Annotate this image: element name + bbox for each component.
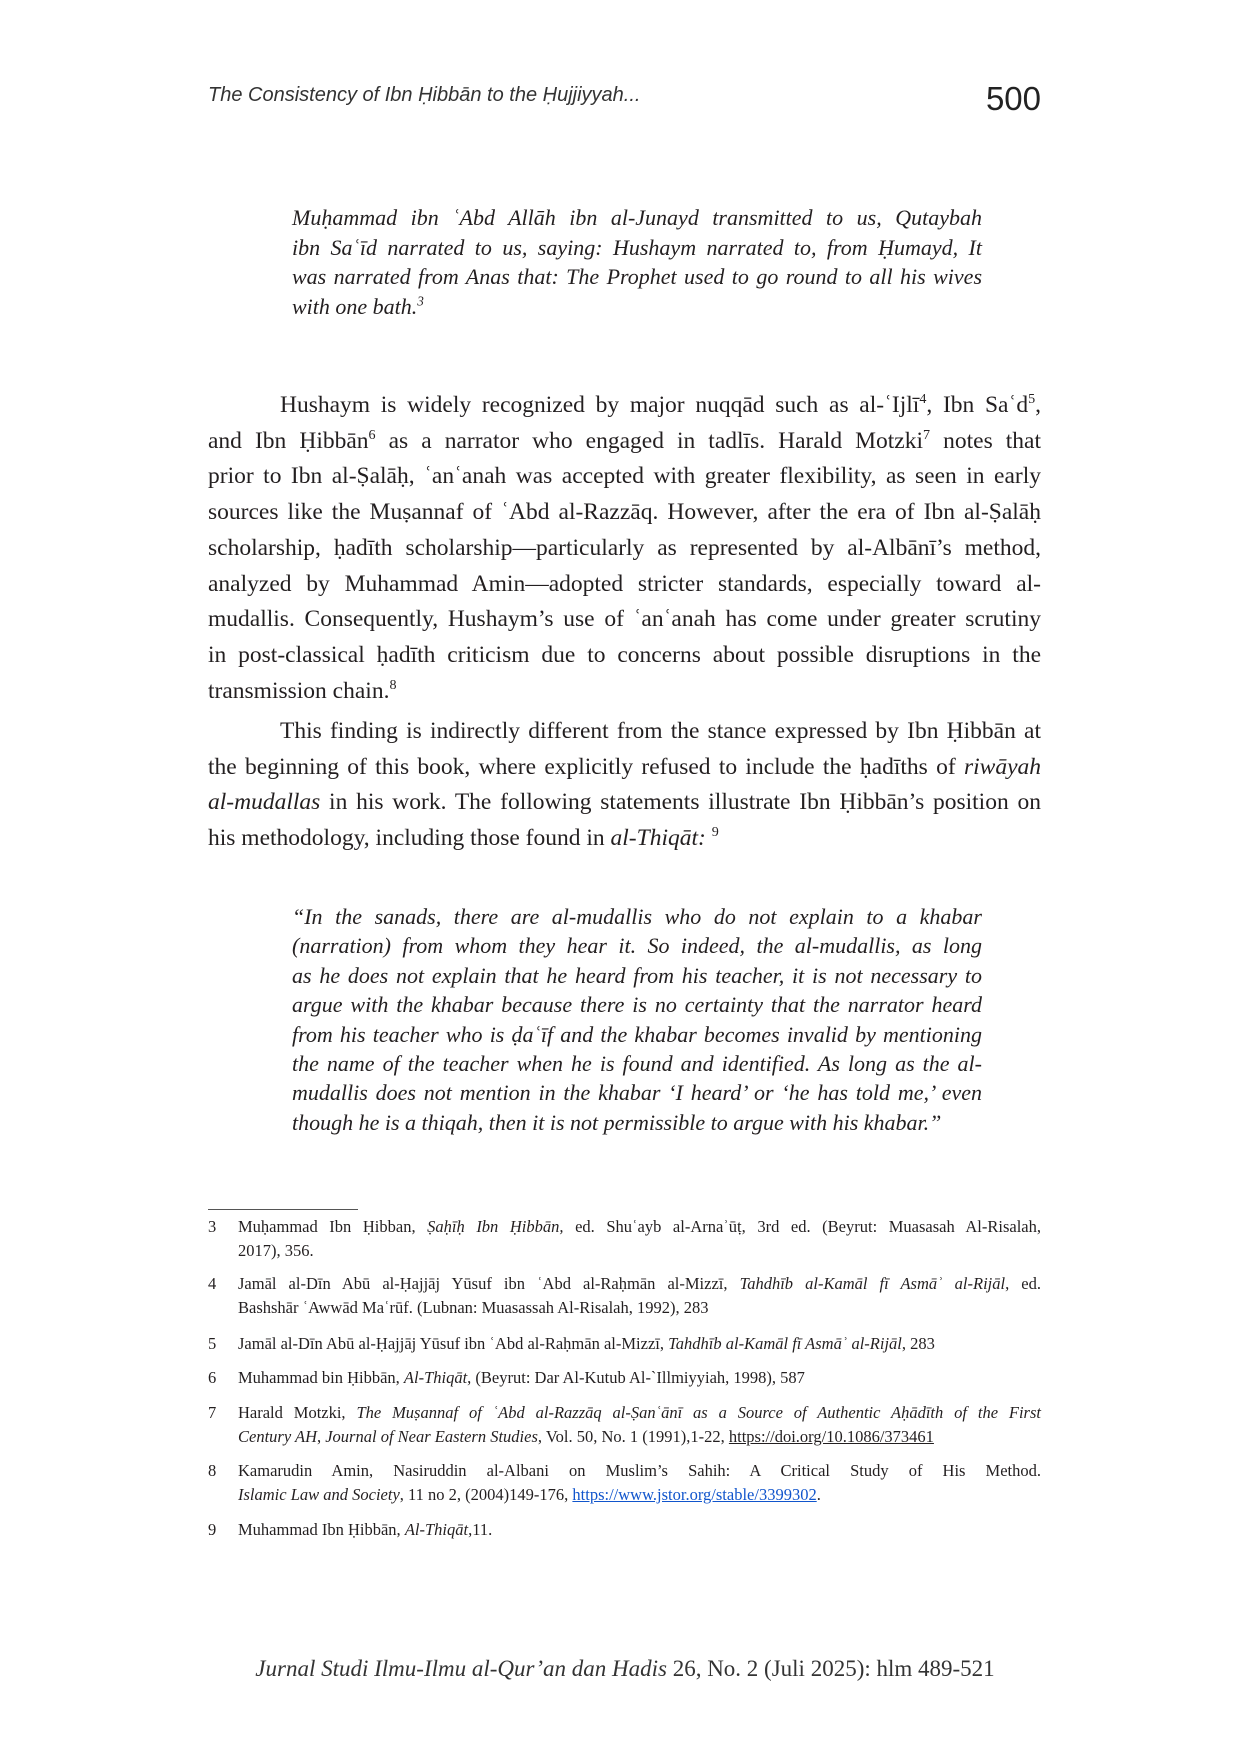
text-run: as he does not explain that he heard from his teacher, it is not necessary to	[292, 962, 982, 988]
body-paragraph-line	[280, 718, 1041, 745]
italic-text: Islamic Law and Society	[238, 1485, 400, 1504]
footnote-line	[238, 1461, 1041, 1481]
italic-text: The Muṣannaf of ʿAbd al-Razzāq al-Ṣanʿānī as a Source of Authentic Aḥādīth of the First	[356, 1403, 1041, 1422]
running-title: The Consistency of Ibn Ḥibbān to the Ḥujjiyyah...	[208, 84, 641, 106]
text-run: scholarship, ḥadīth scholarship—particularly as represented by al-Albānī’s method,	[208, 534, 1041, 561]
footnote-line	[238, 1334, 1041, 1354]
text-run: the name of the teacher when he is found and identified. As long as the al-	[292, 1051, 982, 1076]
body-paragraph-line	[208, 499, 1041, 526]
text-run: transmission chain.	[208, 677, 390, 704]
text-run: the beginning of this book, where explicitly refused to include the ḥadīths of	[208, 753, 964, 780]
footnote-number: 8	[208, 1461, 217, 1480]
text-run: Bashshār ʿAwwād Maʿrūf. (Lubnan: Muasassah Al-Risalah, 1992), 283	[238, 1298, 709, 1317]
italic-text: Century AH	[238, 1427, 317, 1446]
text-run: with one bath.	[292, 293, 418, 319]
italic-text: riwāyah	[963, 753, 1041, 780]
text-run: ,	[316, 1427, 326, 1446]
text-run: prior to Ibn al-Ṣalāḥ, ʿanʿanah was accepted with greater flexibility, as seen in early	[208, 463, 1041, 490]
journal-citation: 26, No. 2 (Juli 2025): hlm 489-521	[666, 1656, 995, 1681]
block-quote-line	[292, 1051, 982, 1077]
block-quote-line	[292, 933, 982, 959]
footnote-ref[interactable]: 5	[1028, 391, 1036, 408]
text-run: as a narrator who engaged in tadlīs. Harald Motzki	[375, 427, 924, 454]
footnote-number: 3	[208, 1217, 217, 1236]
body-paragraph-line	[208, 642, 1041, 669]
text-run: , (Beyrut: Dar Al-Kutub Al-`Illmiyyiah, 1998), 587	[467, 1368, 805, 1387]
text-run: from his teacher who is ḍaʿīf and the khabar becomes invalid by mentioning	[292, 1021, 982, 1047]
text-run: , 283	[901, 1334, 935, 1353]
italic-text: Ṣaḥīḥ Ibn Ḥibbān,	[427, 1217, 564, 1236]
footnote-line	[238, 1368, 1041, 1388]
text-run: Kamarudin Amin, Nasiruddin al-Albani on Muslim’s Sahih: A Critical Study of His Method.	[238, 1461, 1041, 1480]
text-run: Muhammad bin Ḥibbān,	[238, 1368, 404, 1387]
text-run: Muḥammad ibn ʿAbd Allāh ibn al-Junayd transmitted to us, Qutaybah	[292, 205, 982, 230]
footnote-number: 4	[208, 1274, 217, 1293]
footnote-number: 5	[208, 1334, 217, 1353]
block-quote-line	[292, 235, 982, 261]
italic-text: Tahdhīb al-Kamāl fī Asmāʾ al-Rijāl	[668, 1334, 902, 1353]
body-paragraph-line	[208, 571, 1041, 598]
footnote-ref[interactable]: 3	[417, 293, 424, 309]
footnote-ref[interactable]: 7	[923, 426, 931, 443]
body-paragraph-line	[208, 789, 1041, 816]
footnote-ref[interactable]: 4	[919, 391, 927, 408]
body-paragraph-line	[208, 678, 1041, 705]
text-run: ibn Saʿīd narrated to us, saying: Hushaym narrated to, from Ḥumayd, It	[292, 234, 982, 260]
reference-link[interactable]: https://doi.org/10.1086/373461	[728, 1427, 934, 1446]
footnote-line	[238, 1485, 1041, 1505]
italic-text: al-Thiqāt:	[610, 825, 712, 852]
block-quote-line	[292, 1022, 982, 1048]
block-quote-line	[292, 264, 982, 290]
text-run: , 11 no 2, (2004)149-176,	[399, 1485, 573, 1504]
page-number: 500	[985, 80, 1041, 117]
text-run: (narration) from whom they hear it. So indeed, the al-mudallis, as long	[292, 933, 982, 959]
footnote-divider	[208, 1209, 358, 1210]
text-run: ,11.	[468, 1520, 493, 1539]
footnote-number: 6	[208, 1368, 217, 1387]
footnote-line	[238, 1403, 1041, 1423]
text-run: Muḥammad Ibn Ḥibban,	[238, 1217, 428, 1236]
text-run: argue with the khabar because there is no certainty that the narrator heard	[292, 992, 982, 1018]
text-run: , Vol. 50, No. 1 (1991),1-22,	[537, 1427, 729, 1446]
body-paragraph-line	[208, 535, 1041, 562]
body-paragraph-line	[208, 463, 1041, 490]
italic-text: Al-Thiqāt	[403, 1368, 468, 1387]
block-quote-line	[292, 992, 982, 1018]
body-paragraph-line	[208, 606, 1041, 633]
text-run: and Ibn Ḥibbān	[208, 427, 369, 454]
text-run: Jamāl al-Dīn Abū al-Ḥajjāj Yūsuf ibn ʿAbd al-Raḥmān al-Mizzī,	[238, 1334, 669, 1353]
body-paragraph-line	[208, 428, 1041, 455]
footnote-line	[238, 1427, 1041, 1447]
text-run: Jamāl al-Dīn Abū al-Ḥajjāj Yūsuf ibn ʿAbd al-Raḥmān al-Mizzī,	[238, 1274, 740, 1293]
text-run: analyzed by Muhammad Amin—adopted stricter standards, especially toward al-	[208, 570, 1041, 597]
text-run: .	[816, 1485, 821, 1504]
footnote-number: 7	[208, 1403, 217, 1422]
text-run: ed. Shuʿayb al-Arnaʾūṭ, 3rd ed. (Beyrut: Muasasah Al-Risalah,	[563, 1217, 1041, 1236]
italic-text: Tahdhīb al-Kamāl fī Asmāʾ al-Rijāl	[739, 1274, 1006, 1293]
footnote-ref[interactable]: 6	[368, 426, 376, 443]
footnote-ref[interactable]: 8	[389, 676, 397, 693]
text-run: was narrated from Anas that: The Prophet used to go round to all his wives	[292, 264, 982, 290]
footnote-line	[238, 1241, 1041, 1261]
block-quote-line	[292, 205, 982, 231]
journal-footer	[0, 1656, 1240, 1682]
italic-text: Journal of Near Eastern Studies	[325, 1427, 538, 1446]
footnote-number: 9	[208, 1520, 217, 1539]
block-quote-line	[292, 1080, 982, 1106]
text-run: This finding is indirectly different from the stance expressed by Ibn Ḥibbān at	[280, 718, 1041, 744]
text-run: his methodology, including those found in	[208, 825, 611, 852]
block-quote-line	[292, 904, 982, 930]
italic-text: Al-Thiqāt	[404, 1520, 469, 1539]
footnote-line	[238, 1520, 1041, 1540]
footnote-line	[238, 1217, 1041, 1237]
text-run: “In the sanads, there are al-mudallis who do not explain to a khabar	[292, 904, 982, 929]
block-quote-line	[292, 294, 982, 320]
footnote-line	[238, 1274, 1041, 1294]
italic-text: al-mudallas	[208, 789, 321, 816]
text-run: though he is a thiqah, then it is not permissible to argue with his khabar.”	[292, 1109, 942, 1135]
block-quote-line	[292, 1110, 982, 1136]
text-run: Harald Motzki,	[238, 1403, 357, 1422]
text-run: sources like the Muṣannaf of ʿAbd al-Razzāq. However, after the era of Ibn al-Ṣalāḥ	[208, 499, 1041, 526]
journal-name: Jurnal Studi Ilmu-Ilmu al-Qur’an dan Hadis	[255, 1656, 667, 1681]
reference-link[interactable]: https://www.jstor.org/stable/3399302	[572, 1485, 817, 1504]
text-run: Muhammad Ibn Ḥibbān,	[238, 1520, 405, 1539]
footnote-ref[interactable]: 9	[711, 824, 719, 841]
block-quote-line	[292, 963, 982, 989]
text-run: in post-classical ḥadīth criticism due to concerns about possible disruptions in the	[208, 641, 1041, 668]
text-run: notes that	[930, 427, 1041, 454]
body-paragraph-line	[208, 754, 1041, 781]
text-run: , Ibn Saʿd	[926, 392, 1029, 418]
text-run: ,	[1035, 392, 1041, 418]
text-run: mudallis does not mention in the khabar ‘I heard’ or ‘he has told me,’ even	[292, 1080, 982, 1106]
text-run: Hushaym is widely recognized by major nuqqād such as al-ʿIjlī	[280, 392, 920, 418]
body-paragraph-line	[280, 392, 1041, 419]
text-run: , ed.	[1005, 1274, 1041, 1293]
footnote-line	[238, 1298, 1041, 1318]
body-paragraph-line	[208, 825, 1041, 852]
text-run: 2017), 356.	[238, 1241, 314, 1260]
text-run: in his work. The following statements illustrate Ibn Ḥibbān’s position on	[320, 789, 1041, 816]
text-run: mudallis. Consequently, Hushaym’s use of ʿanʿanah has come under greater scrutiny	[208, 606, 1041, 633]
